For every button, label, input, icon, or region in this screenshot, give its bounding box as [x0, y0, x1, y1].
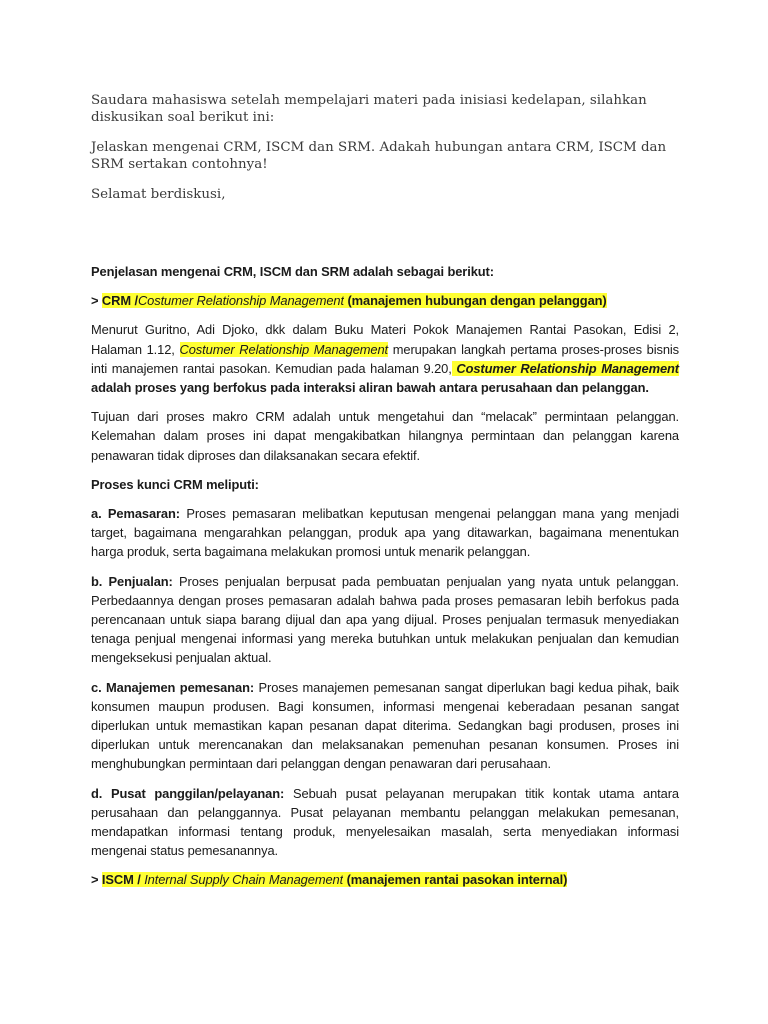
item-label: c. Manajemen pemesanan: — [91, 679, 255, 695]
item-text: Proses pemasaran melibatkan keputusan mengenai pelanggan mana yang menjadi target, bagaimana mengarahkan pelanggan, produk apa yang ditawarkan, bagaimana menentukan harga produk, serta bagaimana melakukan promosi untuk menarik pelanggan. — [91, 506, 679, 560]
iscm-heading — [91, 870, 679, 889]
iscm-prefix: > — [91, 872, 102, 888]
crm-suffix: (manajemen hubungan dengan pelanggan) — [343, 293, 607, 309]
item-label: b. Penjualan: — [91, 573, 173, 589]
item-label: a. Pemasaran: — [91, 506, 180, 522]
iscm-suffix: (manajemen rantai pasokan internal) — [343, 872, 568, 888]
crm-code: CRM / — [101, 293, 138, 309]
list-item — [91, 572, 679, 668]
crm-purpose-paragraph: Tujuan dari proses makro CRM adalah untuk mengetahui dan “melacak” permintaan pelanggan. Kelemahan dalam proses ini dapat mengakibatkan hilangnya permintaan dan pelanggan karena penawaran tidak diproses dan dilaksanakan secara efektif. — [91, 409, 679, 463]
answer-heading: Penjelasan mengenai CRM, ISCM dan SRM adalah sebagai berikut: — [91, 264, 494, 279]
proses-heading: Proses kunci CRM meliputi: — [91, 476, 259, 492]
iscm-code: ISCM / — [101, 872, 145, 888]
list-item — [91, 678, 679, 774]
p1-term-1: Costumer Relationship Management — [179, 341, 389, 357]
p1-text-b: merupakan langkah pertama proses-proses bisnis inti manajemen rantai pasokan. Kemudian pada halaman 9.20, — [91, 341, 680, 376]
answer-section — [91, 262, 679, 900]
item-text: Proses penjualan berpusat pada pembuatan penjualan yang nyata untuk pelanggan. Perbedaannya dengan proses pemasaran adalah bahwa pada proses pemasaran lebih berfokus pada perencanaan untuk siapa barang dijual dan apa yang dijual. Proses penjualan termasuk menyediakan tenaga penjual mengenai informasi yang mereka butuhkan untuk melakukan penjualan dan kemudian mengeksekusi penjualan aktual. — [91, 573, 679, 666]
crm-heading — [91, 291, 679, 310]
p1-text-c: adalah proses yang berfokus pada interaksi aliran bawah antara perusahaan dan pelanggan. — [91, 380, 649, 396]
p1-term-2: Costumer Relationship Management — [451, 360, 679, 376]
crm-definition-paragraph — [91, 320, 679, 397]
crm-prefix: > — [91, 293, 102, 309]
item-label: d. Pusat panggilan/pelayanan: — [91, 785, 285, 801]
intro-paragraph: Saudara mahasiswa setelah mempelajari materi pada inisiasi kedelapan, silahkan diskusikan soal berikut ini: — [91, 93, 647, 125]
p1-text-a: Menurut Guritno, Adi Djoko, dkk dalam Buku Materi Pokok Manajemen Rantai Pasokan, Edisi 2, Halaman 1.12, — [91, 322, 679, 357]
list-item — [91, 504, 679, 562]
greeting-paragraph: Selamat berdiskusi, — [91, 187, 226, 202]
crm-term: Costumer Relationship Management — [137, 293, 344, 309]
question-paragraph: Jelaskan mengenai CRM, ISCM dan SRM. Adakah hubungan antara CRM, ISCM dan SRM sertakan contohnya! — [91, 140, 667, 172]
iscm-term: Internal Supply Chain Management — [144, 872, 344, 888]
item-text: Sebuah pusat pelayanan merupakan titik kontak utama antara perusahaan dan pelanggannya. Pusat pelayanan membantu pelanggan melakukan pemesanan, mendapatkan informasi tentang produk, menyelesaikan masalah, serta menyediakan informasi mengenai status pemesanannya. — [91, 785, 679, 859]
list-item — [91, 784, 679, 861]
item-text: Proses manajemen pemesanan sangat diperlukan bagi kedua pihak, baik konsumen maupun produsen. Bagi konsumen, informasi mengenai keberadaan pesanan sangat diperlukan untuk memastikan kapan pesanan dapat diterima. Sedangkan bagi produsen, proses ini diperlukan untuk merencanakan dan melaksanakan pemenuhan pesanan konsumen. Proses ini menghubungkan permintaan dari pelanggan dengan penawaran dari perusahaan. — [91, 679, 680, 772]
